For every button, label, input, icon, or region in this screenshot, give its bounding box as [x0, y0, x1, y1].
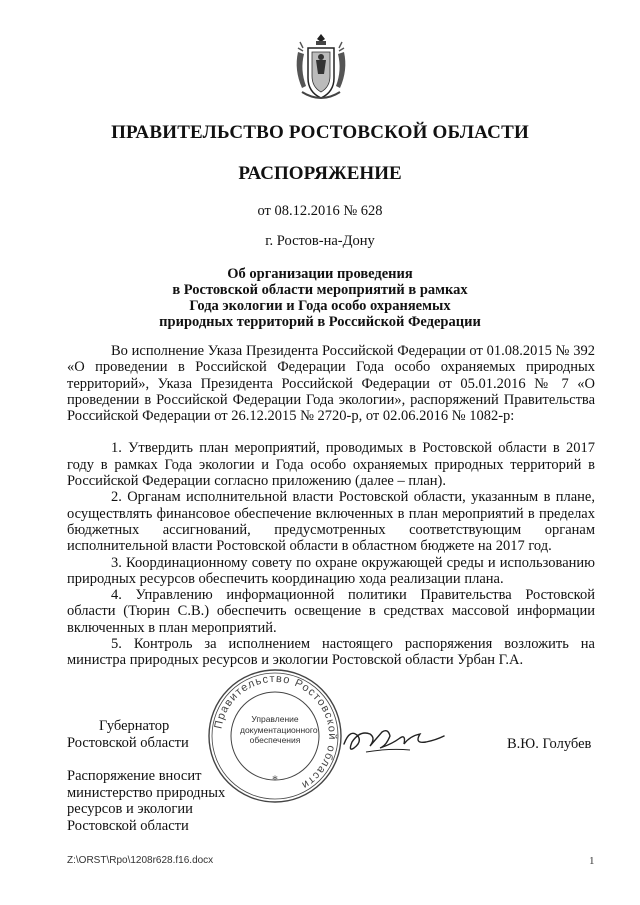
- order-item-5: 5. Контроль за исполнением настоящего распоряжения возложить на министра природных ресурсов и экологии Ростовской области Урбан Г.А.: [67, 636, 595, 669]
- submitter-note: [67, 768, 225, 834]
- seal-line: документационного: [240, 724, 318, 735]
- organization-title: ПРАВИТЕЛЬСТВО РОСТОВСКОЙ ОБЛАСТИ: [111, 122, 529, 143]
- document-body: [67, 343, 595, 669]
- order-item-4: 4. Управлению информационной политики Правительства Ростовской области (Тюрин С.В.) обеспечить освещение в средствах массовой информации включенных в план мероприятий.: [67, 587, 595, 636]
- note-line: министерство природных: [67, 784, 226, 801]
- signatory-name: В.Ю. Голубев: [507, 736, 592, 752]
- document-subject: [0, 266, 640, 330]
- note-line: ресурсов и экологии: [67, 801, 193, 817]
- seal-inner-text: [240, 714, 318, 746]
- subject-line: Об организации проведения: [227, 266, 413, 282]
- svg-text:*: *: [272, 772, 278, 786]
- note-line: Распоряжение вносит: [67, 768, 202, 784]
- handwritten-signature: [340, 722, 448, 758]
- document-date-number: от 08.12.2016 № 628: [257, 203, 383, 219]
- seal-line: Управление: [251, 714, 299, 724]
- document-type: РАСПОРЯЖЕНИЕ: [238, 163, 402, 184]
- page-number: 1: [589, 855, 595, 867]
- note-line: Ростовской области: [67, 817, 189, 834]
- coat-of-arms-icon: [292, 30, 350, 106]
- order-item-3: 3. Координационному совету по охране окружающей среды и использованию природных ресурсов обеспечить координацию хода реализации плана.: [67, 554, 595, 587]
- subject-line: в Ростовской области мероприятий в рамках: [172, 282, 468, 298]
- preamble-paragraph: Во исполнение Указа Президента Российской Федерации от 01.08.2015 № 392 «О проведении в Российской Федерации Года особо охраняемых природных территорий», Указа Президента Российской Федерации от 05.01.2016 № 7 «О проведении в Российской Федерации Года экологии», распоряжений Правительства Российской Федерации от 26.12.2015 № 2720-р, от 02.06.2016 № 1082-р:: [67, 343, 595, 425]
- order-item-1: 1. Утвердить план мероприятий, проводимых в Ростовской области в 2017 году в рамках Года экологии и Года особо охраняемых природных территорий в Российской Федерации согласно приложению (далее – план).: [67, 440, 595, 490]
- signatory-title-line1: Губернатор: [99, 718, 170, 734]
- subject-line: природных территорий в Российской Федерации: [159, 314, 481, 330]
- seal-ring-text: Правительство Ростовской области: [212, 672, 339, 792]
- file-path: Z:\ORST\Rpo\1208r628.f16.docx: [67, 855, 214, 866]
- signatory-title-line2: Ростовской области: [67, 735, 189, 751]
- signatory-title: [67, 718, 189, 752]
- seal-line: обеспечения: [249, 735, 301, 745]
- document-city: г. Ростов-на-Дону: [265, 233, 375, 249]
- subject-line: Года экологии и Года особо охраняемых: [189, 298, 451, 314]
- order-item-2: 2. Органам исполнительной власти Ростовской области, указанным в плане, осуществлять финансовое обеспечение включенных в план мероприятий в пределах бюджетных ассигнований, предусмотренных соответствующим органам исполнительной власти Ростовской области в областном бюджете на 2017 год.: [67, 489, 595, 555]
